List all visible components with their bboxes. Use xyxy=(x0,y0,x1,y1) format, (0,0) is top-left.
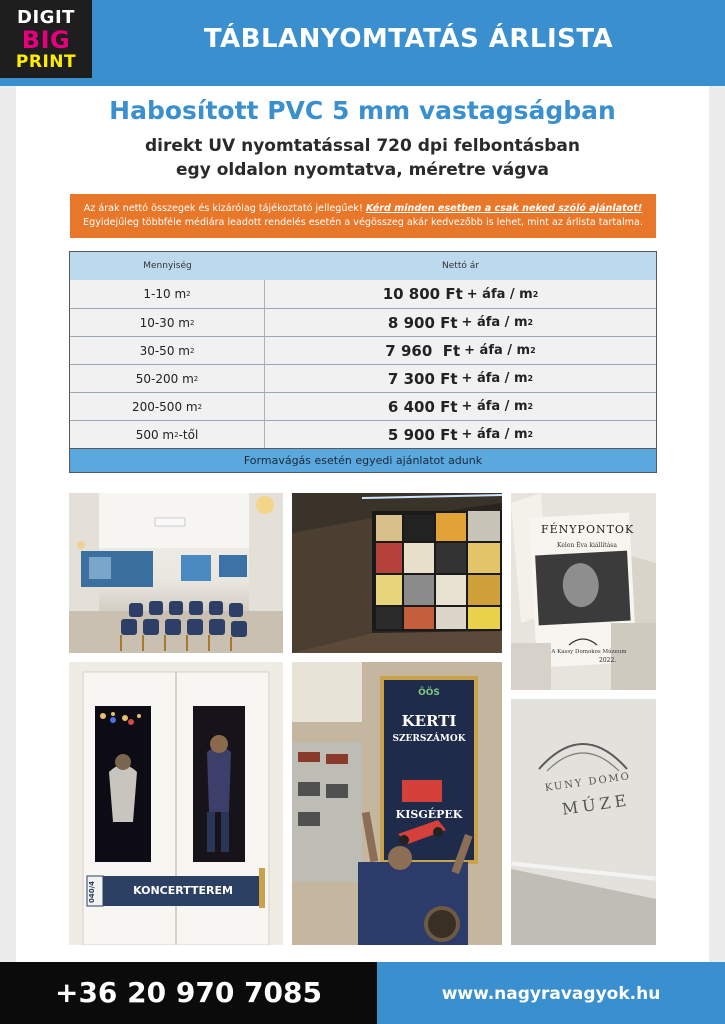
photo-brochure xyxy=(511,493,656,690)
price-unit: + áfa / m xyxy=(461,315,528,330)
logo-line-3: PRINT xyxy=(15,52,77,72)
quantity-value: 30-50 m xyxy=(139,343,190,358)
logo-line-1: DIGIT xyxy=(17,7,75,28)
price-unit-exponent: 2 xyxy=(527,318,534,327)
table-row xyxy=(70,392,656,420)
table-row xyxy=(70,336,656,364)
table-header-row xyxy=(70,252,656,280)
price-unit: + áfa / m xyxy=(464,343,531,358)
price-value: 10 800 Ft xyxy=(382,285,463,303)
photo-concert-door xyxy=(69,662,283,945)
product-subtitle-1: direkt UV nyomtatással 720 dpi felbontásban xyxy=(144,136,581,156)
quantity-unit-exponent: 2 xyxy=(197,402,203,411)
price-table xyxy=(69,251,657,473)
door-room-number: 040/4 xyxy=(88,880,96,904)
price-unit-exponent: 2 xyxy=(527,374,534,383)
notice-text-1: Az árak nettó összegek és kizárólag tájékoztató jellegűek! xyxy=(83,203,366,214)
engraved-text-1: KUNY DOMO xyxy=(544,771,632,794)
price-unit-exponent: 2 xyxy=(527,430,534,439)
digit-big-print-logo[interactable] xyxy=(0,0,92,78)
quantity-unit-exponent: 2 xyxy=(189,318,195,327)
sign-line-kisgepek: KISGÉPEK xyxy=(395,808,463,821)
photo-shop-sign-installation xyxy=(292,662,502,945)
quantity-value: 200-500 m xyxy=(131,399,198,414)
price-value: 7 960 Ft xyxy=(385,341,461,360)
engraved-text-2: MÚZE xyxy=(560,790,632,819)
price-value: 6 400 Ft xyxy=(387,397,458,416)
quantity-value: 1-10 m xyxy=(143,287,187,301)
price-value: 5 900 Ft xyxy=(387,425,458,444)
price-value: 8 900 Ft xyxy=(387,313,458,332)
price-unit-exponent: 2 xyxy=(532,289,539,299)
table-footer-note: Formavágás esetén egyedi ajánlatot adunk xyxy=(70,448,656,472)
table-row xyxy=(70,364,656,392)
price-cell xyxy=(265,280,656,308)
price-unit: + áfa / m xyxy=(461,427,528,442)
quantity-cell xyxy=(70,393,265,420)
photo-engraved-pvc xyxy=(511,699,656,945)
quantity-unit-exponent: 2 xyxy=(186,290,191,298)
sign-brand: ÖÖS xyxy=(418,688,440,698)
notice-text-2: Egyidejűleg többféle médiára leadott rendelés esetén a végösszeg akár kedvezőbb is lehet, mint az árlista tartalma. xyxy=(83,217,643,228)
quantity-unit-exponent: 2 xyxy=(174,430,179,439)
price-unit: + áfa / m xyxy=(461,399,528,414)
quantity-value: 50-200 m xyxy=(135,371,194,386)
footer-phone-number[interactable]: +36 20 970 7085 xyxy=(54,976,322,1009)
brochure-title: FÉNYPONTOK xyxy=(541,523,635,536)
quantity-value: 500 m xyxy=(135,427,175,442)
price-cell xyxy=(265,309,656,336)
price-notice xyxy=(70,194,656,238)
header-net-price: Nettó ár xyxy=(442,261,479,271)
table-row xyxy=(70,280,656,308)
header-bar xyxy=(0,0,725,86)
photo-wall-panels xyxy=(292,493,502,653)
page-title: TÁBLANYOMTATÁS ÁRLISTA xyxy=(203,24,614,54)
price-value: 7 300 Ft xyxy=(387,369,458,388)
quantity-value: 10-30 m xyxy=(139,315,190,330)
sign-line-szerszamok: SZERSZÁMOK xyxy=(392,734,466,744)
product-title: Habosított PVC 5 mm vastagságban xyxy=(109,96,616,125)
footer-website-link[interactable]: www.nagyravagyok.hu xyxy=(441,984,661,1004)
quantity-cell xyxy=(70,309,265,336)
price-unit: + áfa / m xyxy=(466,286,533,302)
price-unit-exponent: 2 xyxy=(527,402,534,411)
price-unit-exponent: 2 xyxy=(530,346,536,355)
brochure-subtitle: Kelen Éva kiállítása xyxy=(557,542,617,549)
table-row xyxy=(70,420,656,448)
table-row xyxy=(70,308,656,336)
price-cell xyxy=(265,337,656,364)
photo-exhibition-room xyxy=(69,493,283,653)
logo-line-2: BIG xyxy=(21,26,71,54)
header-quantity: Mennyiség xyxy=(70,252,265,280)
quantity-cell xyxy=(70,337,265,364)
price-cell xyxy=(265,365,656,392)
quantity-cell xyxy=(70,280,265,308)
quantity-unit-exponent: 2 xyxy=(189,346,195,355)
brochure-footer: A Kassy Domokos Múzeum xyxy=(551,649,627,655)
sign-line-kerti: KERTI xyxy=(401,712,457,730)
quantity-suffix: -től xyxy=(178,427,199,442)
door-sign-koncertterem: KONCERTTEREM xyxy=(133,884,233,897)
notice-offer-link[interactable]: Kérd minden esetben a csak neked szóló ajánlatot! xyxy=(365,203,643,214)
product-subtitle-2: egy oldalon nyomtatva, méretre vágva xyxy=(176,160,549,180)
brochure-year: 2022. xyxy=(599,657,617,664)
price-cell xyxy=(265,421,656,448)
quantity-unit-exponent: 2 xyxy=(193,374,199,383)
price-unit: + áfa / m xyxy=(461,371,528,386)
price-cell xyxy=(265,393,656,420)
quantity-cell xyxy=(70,365,265,392)
quantity-cell xyxy=(70,421,265,448)
